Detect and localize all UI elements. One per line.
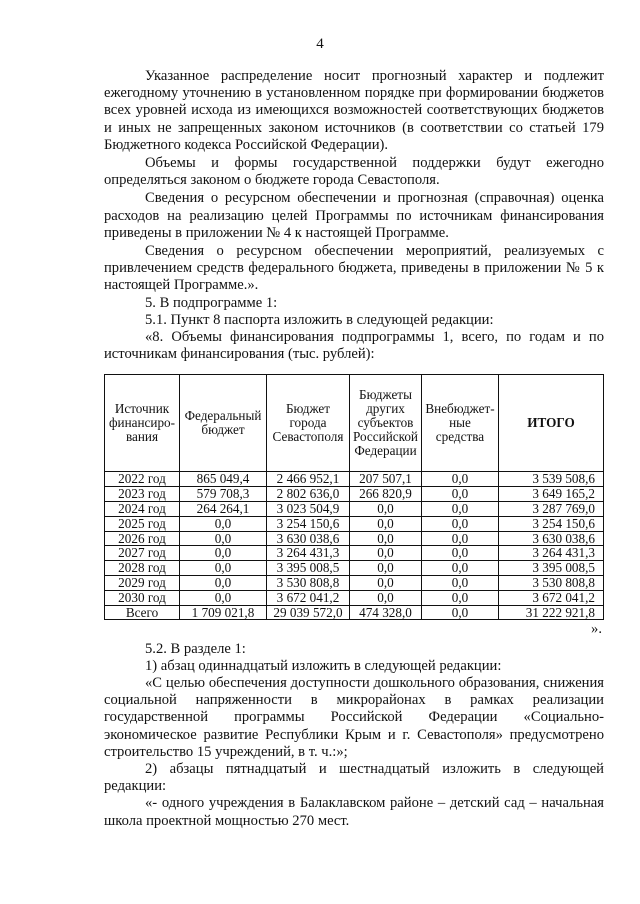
cell-federal: 865 049,4 xyxy=(180,472,267,487)
paragraph-subprogram-1: 5. В подпрограмме 1: xyxy=(145,294,278,311)
cell-extrabudgetary: 0,0 xyxy=(421,531,498,546)
table-row xyxy=(105,516,604,531)
cell-extrabudgetary: 0,0 xyxy=(421,605,498,620)
cell-year: 2030 год xyxy=(105,590,180,605)
cell-total: 3 630 038,6 xyxy=(498,531,603,546)
cell-federal: 0,0 xyxy=(180,576,267,591)
cell-federal: 0,0 xyxy=(180,561,267,576)
paragraph-preschool: «С целью обеспечения доступности дошкольного образования, снижения социальной напряженности в микрорайонах в рамках реализации государственной программы Российской Федерации «Социально-экономическое развитие Республики Крым и г. Севастополя» предусмотрено строительство 15 учреждений, в т. ч.:»; xyxy=(104,675,604,760)
cell-other-subjects: 0,0 xyxy=(350,531,422,546)
cell-extrabudgetary: 0,0 xyxy=(421,590,498,605)
cell-sevastopol: 3 672 041,2 xyxy=(267,590,350,605)
cell-total: 3 672 041,2 xyxy=(498,590,603,605)
header-total: ИТОГО xyxy=(498,375,603,472)
cell-extrabudgetary: 0,0 xyxy=(421,487,498,502)
cell-sevastopol: 3 254 150,6 xyxy=(267,516,350,531)
cell-total: 31 222 921,8 xyxy=(498,605,603,620)
table-row xyxy=(105,472,604,487)
cell-federal: 264 264,1 xyxy=(180,502,267,517)
cell-sevastopol: 2 802 636,0 xyxy=(267,487,350,502)
cell-year: 2026 год xyxy=(105,531,180,546)
paragraph-indent-15-16: 2) абзацы пятнадцатый и шестнадцатый изложить в следующей редакции: xyxy=(104,761,604,795)
cell-year: 2025 год xyxy=(105,516,180,531)
cell-federal: 0,0 xyxy=(180,590,267,605)
table-row xyxy=(105,605,604,620)
header-source: Источник финансиро-вания xyxy=(105,375,180,472)
cell-other-subjects: 0,0 xyxy=(350,561,422,576)
cell-other-subjects: 474 328,0 xyxy=(350,605,422,620)
cell-federal: 0,0 xyxy=(180,546,267,561)
cell-federal: 1 709 021,8 xyxy=(180,605,267,620)
table-header-row xyxy=(105,375,604,472)
cell-year: 2029 год xyxy=(105,576,180,591)
table-row xyxy=(105,561,604,576)
paragraph-distribution: Указанное распределение носит прогнозный характер и подлежит ежегодному уточнению в установленном порядке при формировании бюджетов всех уровней исхода из имеющихся возможностей соответствующих бюджетов и иных не запрещенных законом источников (в соответствии со статьей 179 Бюджетного кодекса Российской Федерации). xyxy=(104,68,604,153)
table-row xyxy=(105,487,604,502)
cell-extrabudgetary: 0,0 xyxy=(421,516,498,531)
header-other-subjects: Бюджеты других субъектов Российской Федерации xyxy=(350,375,422,472)
cell-total: 3 649 165,2 xyxy=(498,487,603,502)
table-row xyxy=(105,590,604,605)
cell-other-subjects: 0,0 xyxy=(350,516,422,531)
table-row xyxy=(105,576,604,591)
cell-other-subjects: 0,0 xyxy=(350,576,422,591)
cell-extrabudgetary: 0,0 xyxy=(421,576,498,591)
header-federal: Федеральный бюджет xyxy=(180,375,267,472)
cell-total: 3 539 508,6 xyxy=(498,472,603,487)
cell-sevastopol: 2 466 952,1 xyxy=(267,472,350,487)
cell-other-subjects: 0,0 xyxy=(350,546,422,561)
cell-sevastopol: 3 630 038,6 xyxy=(267,531,350,546)
table-row xyxy=(105,546,604,561)
paragraph-item-5-2: 5.2. В разделе 1: xyxy=(145,640,246,657)
cell-federal: 0,0 xyxy=(180,516,267,531)
cell-other-subjects: 207 507,1 xyxy=(350,472,422,487)
cell-year: 2028 год xyxy=(105,561,180,576)
paragraph-item-5-1: 5.1. Пункт 8 паспорта изложить в следующей редакции: xyxy=(145,311,494,328)
cell-total: 3 264 431,3 xyxy=(498,546,603,561)
table-closing-quote: ». xyxy=(591,621,602,638)
cell-year: 2022 год xyxy=(105,472,180,487)
cell-extrabudgetary: 0,0 xyxy=(421,502,498,517)
cell-year: Всего xyxy=(105,605,180,620)
cell-sevastopol: 3 023 504,9 xyxy=(267,502,350,517)
cell-extrabudgetary: 0,0 xyxy=(421,561,498,576)
table-row xyxy=(105,531,604,546)
cell-federal: 579 708,3 xyxy=(180,487,267,502)
cell-year: 2027 год xyxy=(105,546,180,561)
cell-extrabudgetary: 0,0 xyxy=(421,472,498,487)
cell-total: 3 287 769,0 xyxy=(498,502,603,517)
financing-table xyxy=(104,374,604,620)
cell-sevastopol: 3 530 808,8 xyxy=(267,576,350,591)
paragraph-item-8: «8. Объемы финансирования подпрограммы 1, всего, по годам и по источникам финансирования (тыс. рублей): xyxy=(104,329,604,363)
cell-sevastopol: 3 395 008,5 xyxy=(267,561,350,576)
cell-total: 3 395 008,5 xyxy=(498,561,603,576)
paragraph-resource-info: Сведения о ресурсном обеспечении и прогнозная (справочная) оценка расходов на реализацию целей Программы по источникам финансирования приведены в приложении № 4 к настоящей Программе. xyxy=(104,190,604,241)
cell-year: 2024 год xyxy=(105,502,180,517)
page-number: 4 xyxy=(316,36,324,52)
paragraph-balaklava: «- одного учреждения в Балаклавском районе – детский сад – начальная школа проектной мощностью 270 мест. xyxy=(104,795,604,829)
document-body xyxy=(104,68,604,830)
cell-total: 3 254 150,6 xyxy=(498,516,603,531)
cell-extrabudgetary: 0,0 xyxy=(421,546,498,561)
cell-sevastopol: 3 264 431,3 xyxy=(267,546,350,561)
cell-other-subjects: 0,0 xyxy=(350,590,422,605)
paragraph-support-forms: Объемы и формы государственной поддержки будут ежегодно определяться законом о бюджете города Севастополя. xyxy=(104,155,604,189)
paragraph-indent-11: 1) абзац одиннадцатый изложить в следующей редакции: xyxy=(145,657,502,674)
header-extrabudgetary: Внебюджет-ные средства xyxy=(421,375,498,472)
cell-sevastopol: 29 039 572,0 xyxy=(267,605,350,620)
cell-federal: 0,0 xyxy=(180,531,267,546)
cell-other-subjects: 0,0 xyxy=(350,502,422,517)
cell-year: 2023 год xyxy=(105,487,180,502)
paragraph-federal-resources: Сведения о ресурсном обеспечении мероприятий, реализуемых с привлечением средств федерального бюджета, приведены в приложении № 5 к настоящей Программе.». xyxy=(104,243,604,294)
cell-other-subjects: 266 820,9 xyxy=(350,487,422,502)
header-sevastopol: Бюджет города Севастополя xyxy=(267,375,350,472)
table-row xyxy=(105,502,604,517)
cell-total: 3 530 808,8 xyxy=(498,576,603,591)
